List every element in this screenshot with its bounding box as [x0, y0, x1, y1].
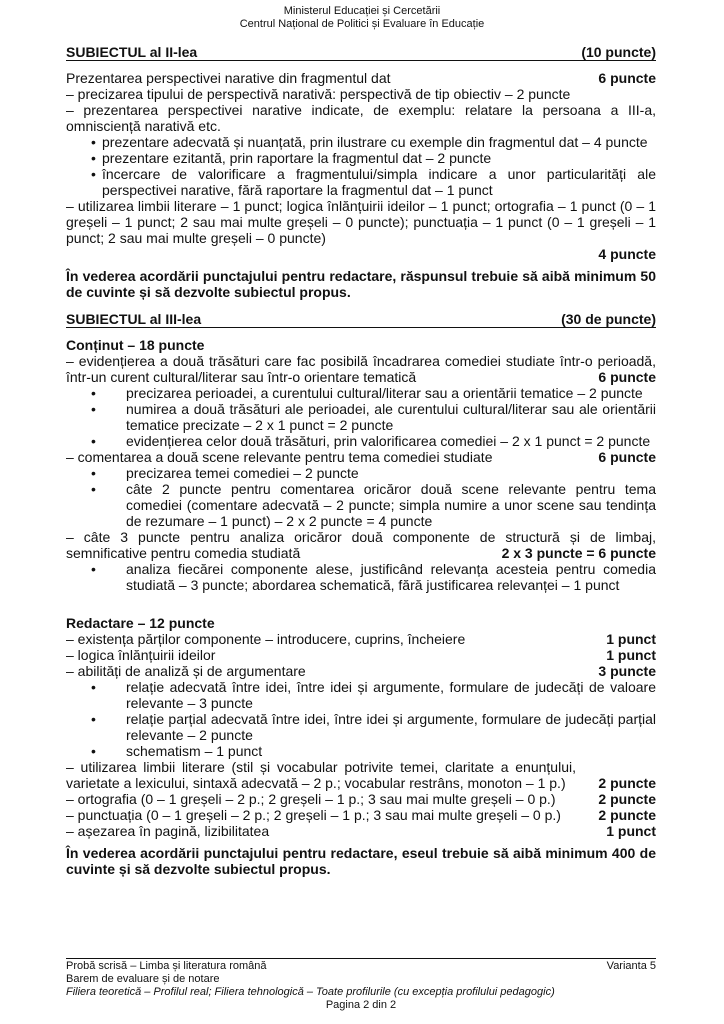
s3-c3: – câte 3 puncte pentru analiza oricăror două componente de structură și de limbaj, semnificative pentru comedia studiată: [66, 529, 656, 561]
s3-c1-bullet2-text: numirea a două trăsături ale perioadei, ale curentului cultural/literar sau ale orientării tematice precizate – 2 x 1 punct = 2 puncte: [126, 401, 656, 433]
s2-bullet3: [66, 166, 656, 198]
bullet-icon: •: [91, 465, 96, 481]
s3-r1-points: 1 punct: [606, 631, 656, 647]
s3-r2-text: – logica înlănțuirii ideilor: [66, 647, 216, 663]
s3-r3-points: 3 puncte: [598, 663, 656, 679]
s3-c1-bullet1: [66, 385, 656, 401]
s2-bullet1-text: prezentare adecvată și nuanțată, prin ilustrare cu exemple din fragmentul dat – 4 puncte: [102, 134, 648, 150]
s2-item1-points: 6 puncte: [598, 70, 656, 86]
document-body: [66, 45, 656, 877]
footer-row1: [66, 960, 656, 973]
s2-bullet1: [66, 134, 656, 150]
s3-note: În vederea acordării punctajului pentru redactare, eseul trebuie să aibă minimum 400 de cuvinte și să dezvolte subiectul propus.: [66, 845, 656, 877]
footer-variant: Varianta 5: [606, 960, 656, 972]
redactare-title: Redactare – 12 puncte: [66, 615, 215, 631]
s3-c3-bullet1-text: analiza fiecărei componente alese, justificând relevanța acesteia pentru comedia studiată – 3 puncte; abordarea schematică, fără justificarea relevanței – 1 punct: [126, 561, 656, 593]
bullet-icon: •: [91, 401, 96, 417]
page-footer: [66, 958, 656, 1012]
bullet-icon: •: [91, 433, 96, 449]
bullet-icon: •: [91, 561, 96, 577]
s3-r3-bullet3: [66, 743, 656, 759]
bullet-icon: •: [91, 166, 96, 182]
s3-r5-points: 2 puncte: [598, 791, 656, 807]
section-3-heading: [66, 312, 656, 328]
s2-note: În vederea acordării punctajului pentru redactare, răspunsul trebuie să aibă minimum 50 de cuvinte și să dezvolte subiectul propus.: [66, 268, 656, 300]
s3-c1-bullet1-text: precizarea perioadei, a curentului cultural/literar sau a orientării tematice – 2 puncte: [126, 385, 643, 401]
s3-r5: [66, 791, 656, 807]
bullet-icon: •: [91, 385, 96, 401]
s3-r3-bullet2: [66, 711, 656, 743]
footer-page-number: Pagina 2 din 2: [325, 999, 397, 1011]
ministry-name: Ministerul Educației și Cercetării: [283, 5, 441, 17]
section-2-points: (10 puncte): [581, 44, 656, 60]
s3-r3-bullet2-text: relație parțial adecvată între idei, între idei și argumente, formulare de judecăți parțial relevante – 2 puncte: [126, 711, 656, 743]
s3-c2-text: – comentarea a două scene relevante pentru tema comediei studiate: [66, 449, 493, 465]
s3-c1-points: 6 puncte: [598, 369, 656, 385]
footer-barem: Barem de evaluare și de notare: [66, 973, 220, 985]
footer-profiles: Filiera teoretică – Profilul real; Filiera tehnologică – Toate profilurile (cu excepția profilului pedagogic): [66, 986, 555, 998]
center-name: Centrul Național de Politici și Evaluare în Educație: [239, 18, 485, 30]
s2-line3: – utilizarea limbii literare – 1 punct; logica înlănțuirii ideilor – 1 punct; ortografia – 1 punct (0 – 1 greșeli – 1 punct; 2 sau mai multe greșeli – 0 puncte); punctuația – 1 punct (0 – 1 greșeli – 1 punct; 2 sau mai multe greșeli – 0 puncte): [66, 198, 656, 246]
section-3-points: (30 de puncte): [561, 311, 656, 327]
s3-r2: [66, 647, 656, 663]
s2-line1: – precizarea tipului de perspectivă narativă: perspectivă de tip obiectiv – 2 puncte: [66, 86, 571, 102]
s3-c3-bullet1: [66, 561, 656, 593]
page-header: [0, 5, 724, 31]
s3-r7: [66, 823, 656, 839]
s3-r7-text: – așezarea în pagină, lizibilitatea: [66, 823, 270, 839]
s3-c1: – evidențierea a două trăsături care fac posibilă încadrarea comediei studiate într-o perioadă, într-un curent cultural/literar sau într-o orientare tematică: [66, 353, 656, 385]
s3-r3-text: – abilități de analiză și de argumentare: [66, 663, 306, 679]
content-title: Conținut – 18 puncte: [66, 337, 205, 353]
s3-r4-points: 2 puncte: [598, 775, 656, 791]
s3-c2-points: 6 puncte: [598, 449, 656, 465]
s3-r3-bullet3-text: schematism – 1 punct: [126, 743, 263, 759]
section-2-heading: [66, 45, 656, 61]
s2-line2: – prezentarea perspectivei narative indicate, de exemplu: relatare la persoana a III-a, omnisciență narativă etc.: [66, 102, 656, 134]
s2-bullet3-text: încercare de valorificare a fragmentului/simpla indicare a unor particularități ale perspectivei narative, fără raportare la fragmentul dat – 1 punct: [102, 166, 656, 198]
s3-r2-points: 1 punct: [606, 647, 656, 663]
s3-c2-bullet1-text: precizarea temei comediei – 2 puncte: [126, 465, 359, 481]
s3-r7-points: 1 punct: [606, 823, 656, 839]
s2-bullet2-text: prezentare ezitantă, prin raportare la fragmentul dat – 2 puncte: [102, 150, 492, 166]
s3-c2-bullet1: [66, 465, 656, 481]
bullet-icon: •: [91, 679, 96, 695]
s3-r3-bullet1: [66, 679, 656, 711]
s3-c1-bullet2: [66, 401, 656, 433]
bullet-icon: •: [91, 150, 96, 166]
bullet-icon: •: [91, 134, 96, 150]
s2-item1: [66, 70, 656, 86]
s3-c2-bullet2: [66, 481, 656, 529]
s3-r1: [66, 631, 656, 647]
s3-c2-bullet2-text: câte 2 puncte pentru comentarea oricăror două scene relevante pentru tema comediei (comentare adecvată – 2 puncte; simpla numire a unor scene sau tendința de rezumare – 1 punct) – 2 x 2 puncte = 4 puncte: [126, 481, 656, 529]
s3-c1-bullet3-text: evidențierea celor două trăsături, prin valorificarea comediei – 2 x 1 punct = 2 puncte: [126, 433, 651, 449]
bullet-icon: •: [91, 481, 96, 497]
s3-c2: [66, 449, 656, 465]
s2-line3-points: 4 puncte: [598, 246, 656, 262]
s3-c1-bullet3: [66, 433, 656, 449]
section-2-title: SUBIECTUL al II-lea: [66, 44, 198, 60]
s3-r3-bullet1-text: relație adecvată între idei, între idei și argumente, formulare de judecăți de valoare relevante – 3 puncte: [126, 679, 656, 711]
s3-r4: – utilizarea limbii literare (stil și vocabular potrivite temei, claritate a enunțului, varietate a lexicului, sintaxă adecvată – 2 p.; vocabular restrâns, monoton – 1 p.): [66, 759, 576, 791]
bullet-icon: •: [91, 711, 96, 727]
s2-bullet2: [66, 150, 656, 166]
s3-c3-points: 2 x 3 puncte = 6 puncte: [501, 545, 656, 561]
footer-exam: Probă scrisă – Limba și literatura română: [66, 960, 267, 972]
s3-r3: [66, 663, 656, 679]
s3-r5-text: – ortografia (0 – 1 greșeli – 2 p.; 2 greșeli – 1 p.; 3 sau mai multe greșeli – 0 p.): [66, 791, 556, 807]
s2-item1-text: Prezentarea perspectivei narative din fragmentul dat: [66, 70, 391, 86]
s3-r1-text: – existența părților componente – introducere, cuprins, încheiere: [66, 631, 466, 647]
bullet-icon: •: [91, 743, 96, 759]
s3-r6: [66, 807, 656, 823]
s3-r6-text: – punctuația (0 – 1 greșeli – 2 p.; 2 greșeli – 1 p.; 3 sau mai multe greșeli – 0 p.): [66, 807, 561, 823]
section-3-title: SUBIECTUL al III-lea: [66, 311, 202, 327]
s3-r6-points: 2 puncte: [598, 807, 656, 823]
